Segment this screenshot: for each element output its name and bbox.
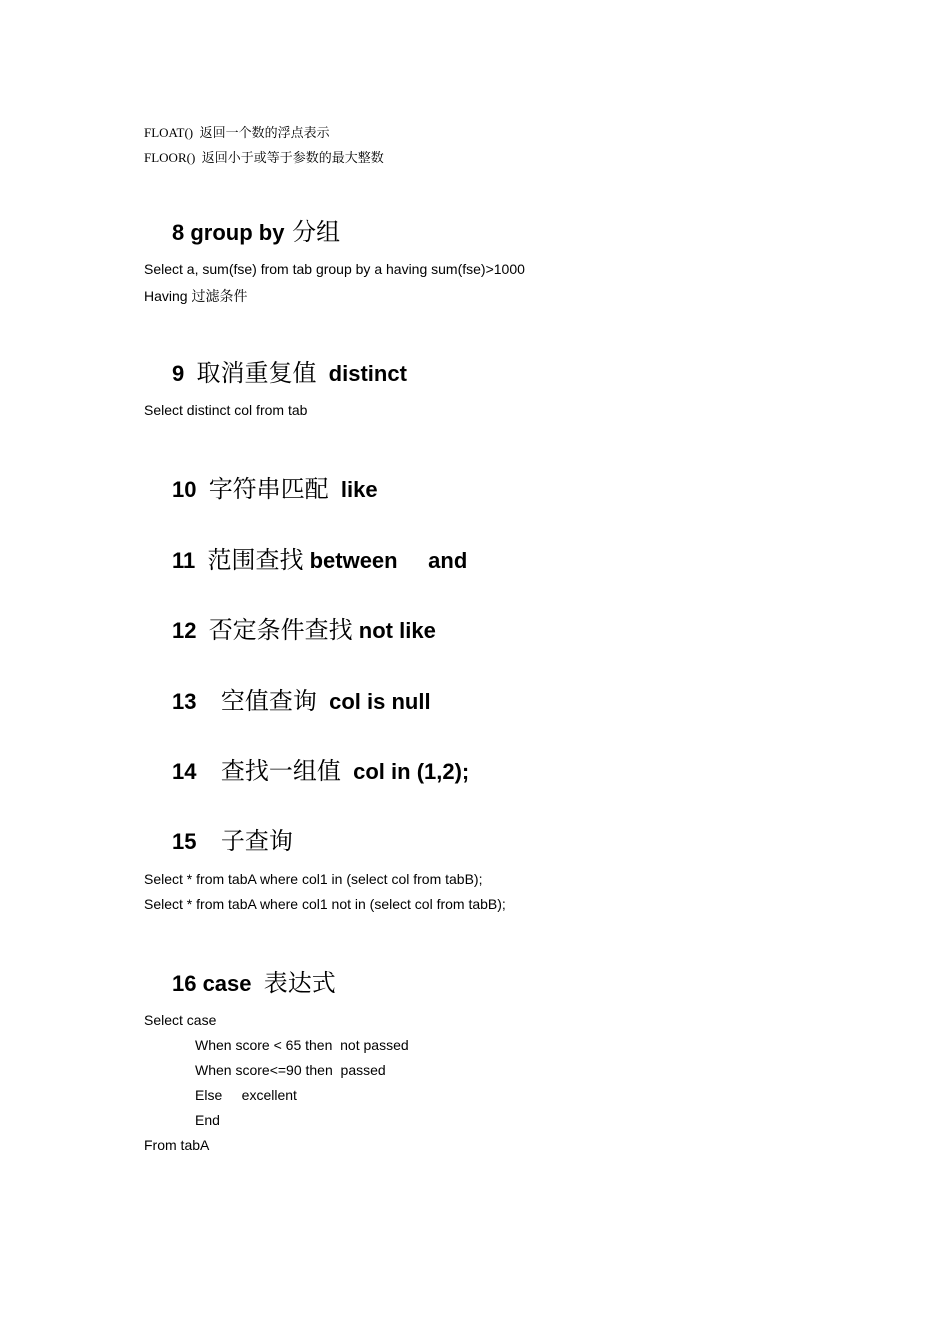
section-14-number: 14: [171, 759, 221, 784]
section-13-keyword: col is null: [316, 689, 431, 714]
subquery-not-in-line: Select * from tabA where col1 not in (select col from tabB);: [144, 896, 506, 912]
section-15-title: 子查询: [220, 827, 293, 855]
section-14-title: 查找一组值: [220, 757, 341, 785]
section-13-number: 13: [171, 689, 221, 714]
section-11-title: 范围查找: [207, 546, 304, 574]
groupby-sql-line: Select a, sum(fse) from tab group by a having sum(fse)>1000: [144, 261, 525, 277]
section-8-title: 分组: [284, 218, 341, 246]
case-when-2-line: When score<=90 then passed: [195, 1062, 386, 1078]
distinct-sql-line: Select distinct col from tab: [144, 402, 308, 418]
case-from-line: From tabA: [144, 1137, 210, 1153]
section-14-keyword: col in (1,2);: [340, 759, 470, 784]
section-8-number: 8 group by: [171, 220, 285, 245]
case-else-line: Else excellent: [195, 1087, 297, 1103]
section-16-title: 表达式: [263, 969, 336, 997]
section-9-number: 9: [171, 361, 197, 386]
section-12-keyword: not like: [352, 618, 436, 643]
section-9-keyword: distinct: [316, 361, 407, 386]
section-15-number: 15: [171, 829, 221, 854]
section-11-keyword: between and: [303, 548, 468, 573]
section-10-number: 10: [171, 477, 209, 502]
case-select-line: Select case: [144, 1012, 217, 1028]
case-when-1-line: When score < 65 then not passed: [195, 1037, 409, 1053]
section-13-title: 空值查询: [220, 687, 317, 715]
section-10-title: 字符串匹配: [208, 475, 329, 503]
subquery-in-line: Select * from tabA where col1 in (select col from tabB);: [144, 871, 483, 887]
having-note-line: Having 过滤条件: [144, 288, 248, 304]
floor-function-line: FLOOR() 返回小于或等于参数的最大整数: [144, 150, 384, 165]
case-end-line: End: [195, 1112, 220, 1128]
section-9-title: 取消重复值: [196, 359, 317, 387]
section-10-keyword: like: [328, 477, 378, 502]
section-16-number: 16 case: [171, 971, 264, 996]
section-12-title: 否定条件查找: [208, 616, 353, 644]
float-function-line: FLOAT() 返回一个数的浮点表示: [144, 125, 330, 140]
section-11-number: 11: [171, 548, 208, 573]
section-12-number: 12: [171, 618, 209, 643]
